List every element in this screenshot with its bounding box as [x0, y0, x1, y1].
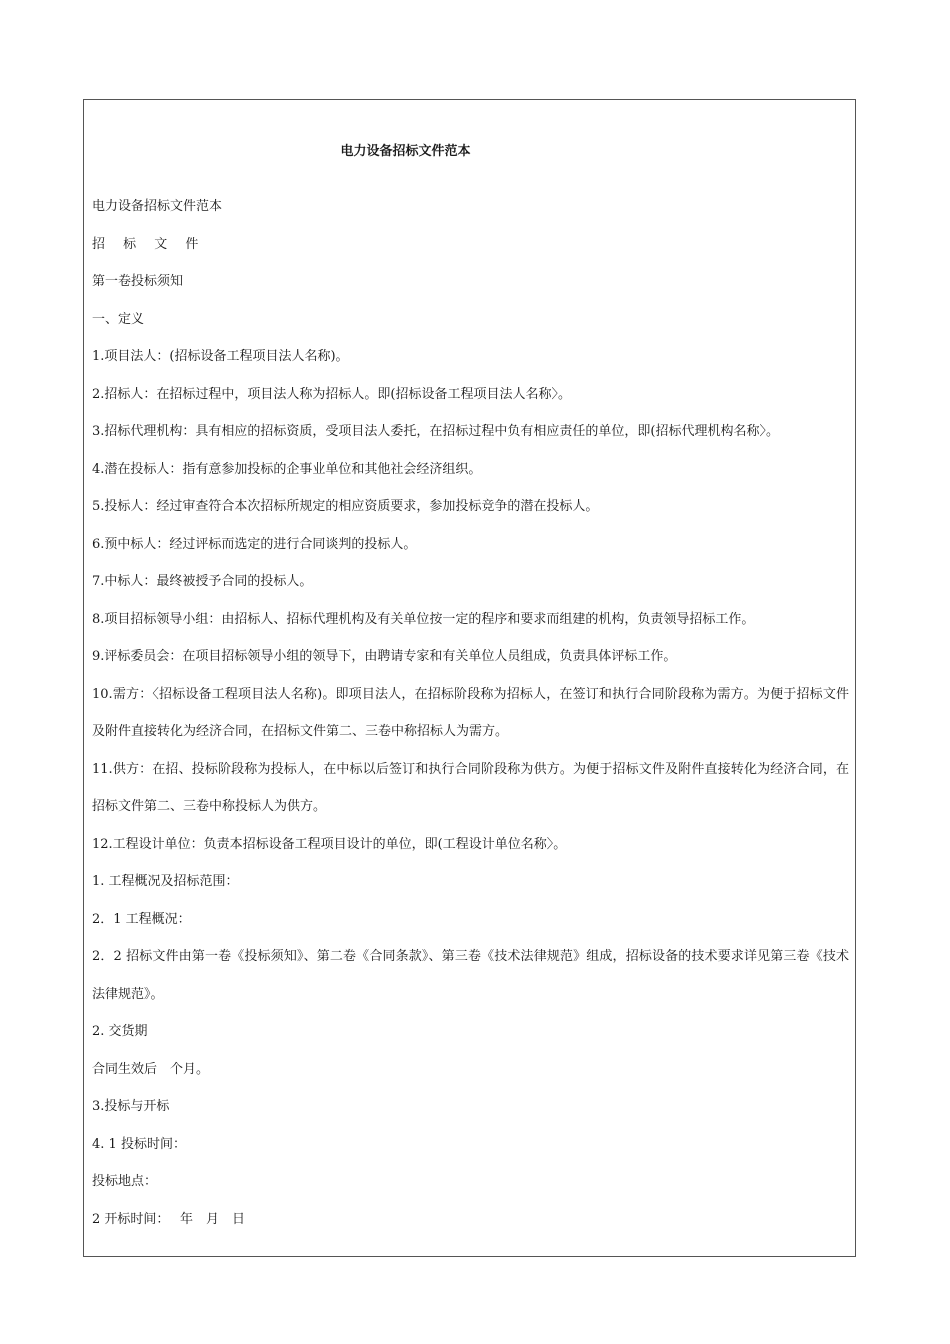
paragraph: 4. 1 投标时间： — [92, 1136, 186, 1152]
document-title: 电力设备招标文件范本 — [340, 144, 471, 159]
document-body — [92, 188, 849, 1238]
section-heading: 1. 工程概况及招标范围： — [92, 874, 239, 889]
paragraph: 7.中标人：最终被授予合同的投标人。 — [92, 574, 313, 589]
paragraph: 8.项目招标领导小组：由招标人、招标代理机构及有关单位按一定的程序和要求而组建的机构，负责领导招标工作。 — [92, 611, 755, 627]
paragraph: 合同生效后 个月。 — [92, 1061, 210, 1077]
paragraph: 12.工程设计单位：负责本招标设备工程项目设计的单位，即(工程设计单位名称〉。 — [92, 836, 567, 852]
section-heading: 3.投标与开标 — [92, 1099, 170, 1114]
paragraph: 4.潜在投标人：指有意参加投标的企事业单位和其他社会经济组织。 — [92, 461, 482, 477]
paragraph: 2.招标人：在招标过程中，项目法人称为招标人。即(招标设备工程项目法人名称〉。 — [92, 386, 571, 402]
paragraph: 投标地点： — [92, 1174, 158, 1189]
section-heading: 一、定义 — [92, 311, 145, 327]
paragraph: 2．1 工程概况： — [92, 911, 191, 927]
paragraph: 5.投标人：经过审查符合本次招标所规定的相应资质要求，参加投标竞争的潜在投标人。 — [92, 499, 599, 514]
paragraph: 1.项目法人：(招标设备工程项目法人名称)。 — [92, 349, 349, 364]
paragraph: 6.预中标人：经过评标而选定的进行合同谈判的投标人。 — [92, 536, 417, 552]
paragraph: 2 开标时间： 年 月 日 — [92, 1211, 246, 1227]
paragraph: 9.评标委员会：在项目招标领导小组的领导下，由聘请专家和有关单位人员组成，负责具体评标工作。 — [92, 649, 677, 664]
paragraph: 招 标 文 件 — [92, 236, 199, 252]
paragraph: 电力设备招标文件范本 — [92, 199, 223, 214]
paragraph: 10.需方：〈招标设备工程项目法人名称)。即项目法人，在招标阶段称为招标人，在签订和执行合同阶段称为需方。为便于招标文件及附件直接转化为经济合同，在招标文件第二、三卷中称招标人为需方。 — [92, 686, 849, 739]
paragraph: 3.招标代理机构：具有相应的招标资质，受项目法人委托，在招标过程中负有相应责任的单位，即(招标代理机构名称〉。 — [92, 424, 779, 439]
section-heading: 第一卷投标须知 — [92, 274, 184, 289]
paragraph: 2．2 招标文件由第一卷《投标须知》、第二卷《合同条款》、第三卷《技术法律规范》组成，招标设备的技术要求详见第三卷《技术法律规范》。 — [92, 949, 849, 1002]
document-frame — [83, 99, 856, 1257]
paragraph: 11.供方：在招、投标阶段称为投标人，在中标以后签订和执行合同阶段称为供方。为便于招标文件及附件直接转化为经济合同，在招标文件第二、三卷中称投标人为供方。 — [92, 761, 849, 814]
section-heading: 2. 交货期 — [92, 1024, 148, 1039]
